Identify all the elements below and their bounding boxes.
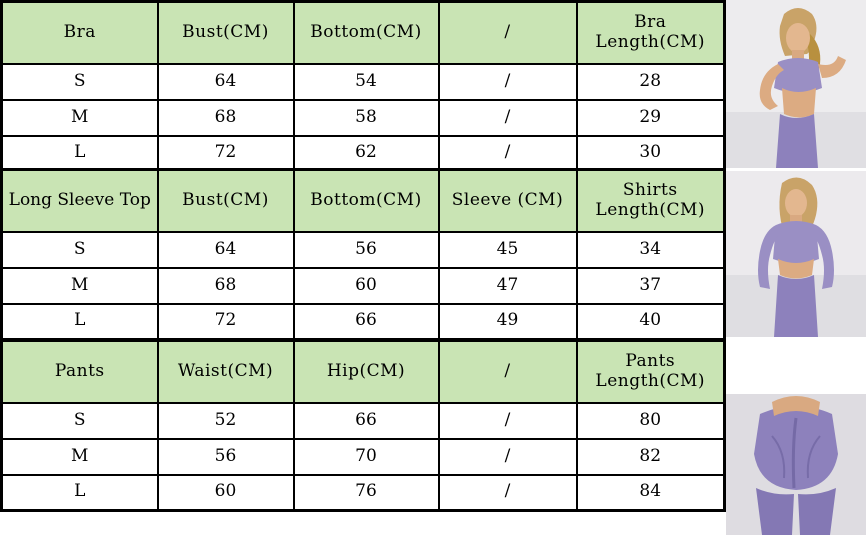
table-row — [2, 100, 725, 136]
cell-blank: / — [439, 475, 577, 511]
header-cell-category: Long Sleeve Top — [2, 170, 158, 232]
header-cell-category: Pants — [2, 341, 158, 403]
cell-hip: 66 — [294, 403, 439, 439]
cell-blank: / — [439, 136, 577, 172]
header-cell-blank: / — [439, 341, 577, 403]
cell-blank: / — [439, 100, 577, 136]
table-header-row — [2, 170, 725, 232]
cell-bust: 72 — [158, 136, 294, 172]
model-leggings-illustration — [726, 340, 866, 535]
long-sleeve-top-size-table — [0, 168, 726, 341]
header-cell-bottom: Bottom(CM) — [294, 170, 439, 232]
photo-leggings-back — [726, 340, 866, 535]
header-cell-category: Bra — [2, 2, 158, 64]
cell-sleeve: 47 — [439, 268, 577, 304]
cell-bust: 64 — [158, 64, 294, 100]
cell-bra-length: 29 — [577, 100, 725, 136]
cell-bottom: 58 — [294, 100, 439, 136]
header-cell-shirts-length: Shirts Length(CM) — [577, 170, 725, 232]
cell-shirts-length: 37 — [577, 268, 725, 304]
cell-bust: 72 — [158, 304, 294, 340]
cell-bottom: 66 — [294, 304, 439, 340]
cell-blank: / — [439, 403, 577, 439]
cell-size: S — [2, 232, 158, 268]
cell-bra-length: 28 — [577, 64, 725, 100]
cell-shirts-length: 40 — [577, 304, 725, 340]
photo-gap-divider — [726, 168, 866, 171]
cell-size: S — [2, 403, 158, 439]
cell-bra-length: 30 — [577, 136, 725, 172]
header-cell-sleeve: Sleeve (CM) — [439, 170, 577, 232]
cell-shirts-length: 34 — [577, 232, 725, 268]
cell-size: L — [2, 475, 158, 511]
product-photo-column — [726, 0, 866, 535]
bra-size-table — [0, 0, 726, 173]
cell-size: L — [2, 304, 158, 340]
header-cell-bust: Bust(CM) — [158, 2, 294, 64]
header-cell-waist: Waist(CM) — [158, 341, 294, 403]
table-row — [2, 232, 725, 268]
table-row — [2, 403, 725, 439]
header-cell-bra-length: Bra Length(CM) — [577, 2, 725, 64]
table-row — [2, 268, 725, 304]
cell-blank: / — [439, 64, 577, 100]
photo-long-sleeve-top — [726, 171, 866, 337]
table-row — [2, 64, 725, 100]
cell-pants-length: 82 — [577, 439, 725, 475]
header-cell-bust: Bust(CM) — [158, 170, 294, 232]
cell-size: M — [2, 439, 158, 475]
table-row — [2, 304, 725, 340]
pants-size-table — [0, 339, 726, 512]
cell-bust: 64 — [158, 232, 294, 268]
cell-size: M — [2, 100, 158, 136]
cell-bust: 68 — [158, 100, 294, 136]
table-header-row — [2, 341, 725, 403]
cell-size: M — [2, 268, 158, 304]
table-row — [2, 475, 725, 511]
photo-sports-bra — [726, 0, 866, 168]
cell-hip: 70 — [294, 439, 439, 475]
table-row — [2, 136, 725, 172]
model-bra-illustration — [726, 0, 866, 168]
cell-size: L — [2, 136, 158, 172]
cell-blank: / — [439, 439, 577, 475]
cell-size: S — [2, 64, 158, 100]
cell-bottom: 62 — [294, 136, 439, 172]
cell-waist: 56 — [158, 439, 294, 475]
cell-sleeve: 49 — [439, 304, 577, 340]
cell-sleeve: 45 — [439, 232, 577, 268]
cell-waist: 52 — [158, 403, 294, 439]
cell-hip: 76 — [294, 475, 439, 511]
cell-bottom: 54 — [294, 64, 439, 100]
header-cell-blank: / — [439, 2, 577, 64]
photo-gap-divider — [726, 337, 866, 340]
table-header-row — [2, 2, 725, 64]
table-row — [2, 439, 725, 475]
cell-bust: 68 — [158, 268, 294, 304]
cell-pants-length: 84 — [577, 475, 725, 511]
cell-bottom: 60 — [294, 268, 439, 304]
header-cell-hip: Hip(CM) — [294, 341, 439, 403]
cell-waist: 60 — [158, 475, 294, 511]
header-cell-bottom: Bottom(CM) — [294, 2, 439, 64]
cell-bottom: 56 — [294, 232, 439, 268]
cell-pants-length: 80 — [577, 403, 725, 439]
header-cell-pants-length: Pants Length(CM) — [577, 341, 725, 403]
model-long-sleeve-illustration — [726, 171, 866, 337]
